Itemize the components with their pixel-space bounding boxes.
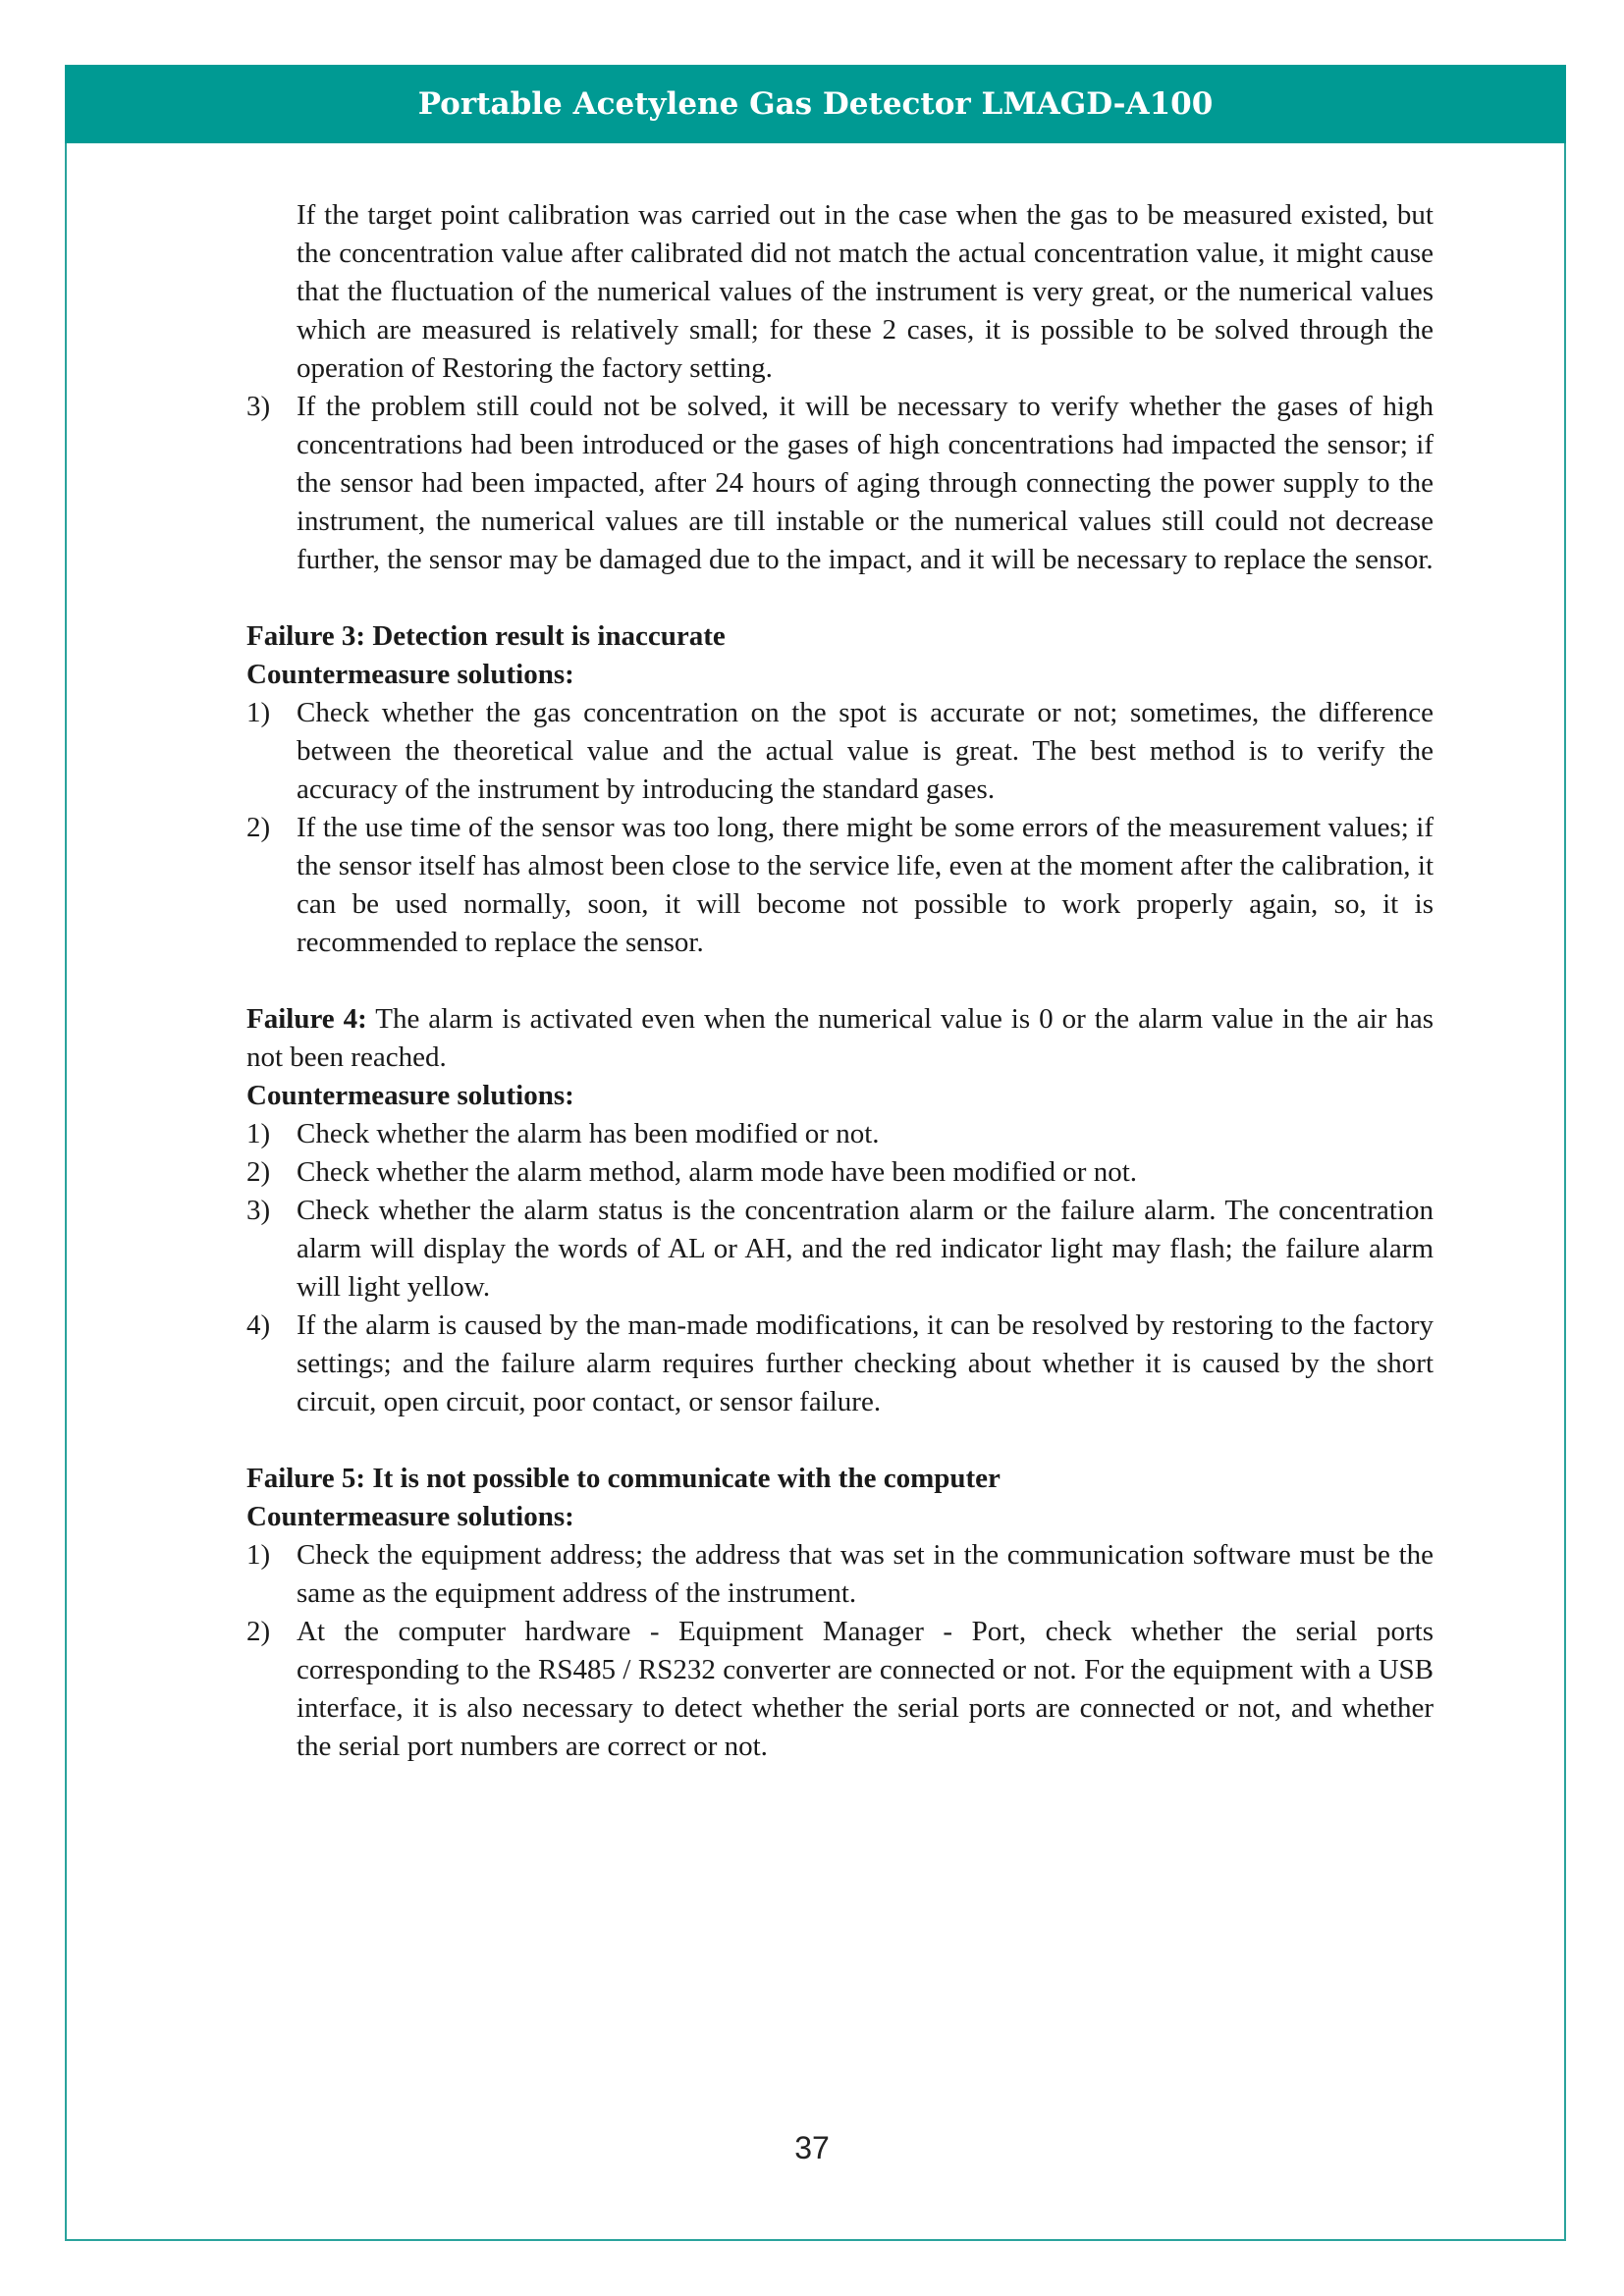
list-text: If the use time of the sensor was too long, there might be some errors of the measurement values; if the sensor itself has almost been close to the service life, even at the moment after the calibration, it can be used normally, soon, it will become not possible to work properly again, so, it is recommended to replace the sensor. [297, 812, 1434, 958]
list-item [246, 1115, 1434, 1153]
list-text: Check whether the gas concentration on the spot is accurate or not; sometimes, the difference between the theoretical value and the actual value is great. The best method is to verify the accuracy of the instrument by introducing the standard gases. [297, 697, 1434, 805]
list-item [246, 694, 1434, 809]
failure3-title: Failure 3: Detection result is inaccurate [246, 620, 726, 652]
list-item [246, 1536, 1434, 1613]
list-number: 2) [246, 812, 271, 843]
failure4-solutions-label: Countermeasure solutions: [246, 1080, 574, 1111]
header-title: Portable Acetylene Gas Detector LMAGD-A100 [417, 86, 1214, 122]
list-item [246, 1613, 1434, 1766]
list-item [246, 1307, 1434, 1421]
list-text: Check whether the alarm status is the concentration alarm or the failure alarm. The concentration alarm will display the words of AL or AH, and the red indicator light may flash; the failure alarm will light yellow. [297, 1195, 1434, 1303]
list-item [246, 1192, 1434, 1307]
list-text: At the computer hardware - Equipment Manager - Port, check whether the serial ports corresponding to the RS485 / RS232 converter are connected or not. For the equipment with a USB interface, it is also necessary to detect whether the serial ports are connected or not, and whether the serial port numbers are correct or not. [297, 1616, 1434, 1762]
list-text: Check whether the alarm has been modified or not. [297, 1118, 880, 1149]
list-number: 4) [246, 1309, 271, 1341]
failure4-label: Failure 4: [246, 1003, 367, 1035]
failure4-desc: The alarm is activated even when the numerical value is 0 or the alarm value in the air has not been reached. [246, 1003, 1434, 1073]
list-number: 1) [246, 1118, 271, 1149]
list-number: 2) [246, 1156, 271, 1188]
list-text: Check the equipment address; the address that was set in the communication software must be the same as the equipment address of the instrument. [297, 1539, 1434, 1609]
failure5-solutions-label: Countermeasure solutions: [246, 1501, 574, 1532]
list-number: 1) [246, 1539, 271, 1571]
page-header [65, 65, 1566, 143]
page-content [246, 196, 1434, 1766]
failure4-intro [246, 1000, 1434, 1077]
list-item [246, 388, 1434, 579]
list-text: If the alarm is caused by the man-made modifications, it can be resolved by restoring to the factory settings; and the failure alarm requires further checking about whether it is caused by the short circuit, open circuit, poor contact, or sensor failure. [297, 1309, 1434, 1417]
list-item [246, 1153, 1434, 1192]
list-text: Check whether the alarm method, alarm mode have been modified or not. [297, 1156, 1138, 1188]
list-number: 3) [246, 1195, 271, 1226]
failure5-title: Failure 5: It is not possible to communicate with the computer [246, 1463, 1001, 1494]
list-text: If the problem still could not be solved, it will be necessary to verify whether the gases of high concentrations had been introduced or the gases of high concentrations had impacted the sensor; if the sensor had been impacted, after 24 hours of aging through connecting the power supply to the instrument, the numerical values are till instable or the numerical values still could not decrease further, the sensor may be damaged due to the impact, and it will be necessary to replace the sensor. [297, 391, 1434, 575]
continuation-paragraph: If the target point calibration was carried out in the case when the gas to be measured existed, but the concentration value after calibrated did not match the actual concentration value, it might cause that the fluctuation of the numerical values of the instrument is very great, or the numerical values which are measured is relatively small; for these 2 cases, it is possible to be solved through the operation of Restoring the factory setting. [297, 199, 1434, 384]
list-number: 1) [246, 697, 271, 728]
list-item [246, 809, 1434, 962]
list-number: 2) [246, 1616, 271, 1647]
list-number: 3) [246, 391, 271, 422]
page-number: 37 [794, 2130, 830, 2165]
failure3-solutions-label: Countermeasure solutions: [246, 659, 574, 690]
